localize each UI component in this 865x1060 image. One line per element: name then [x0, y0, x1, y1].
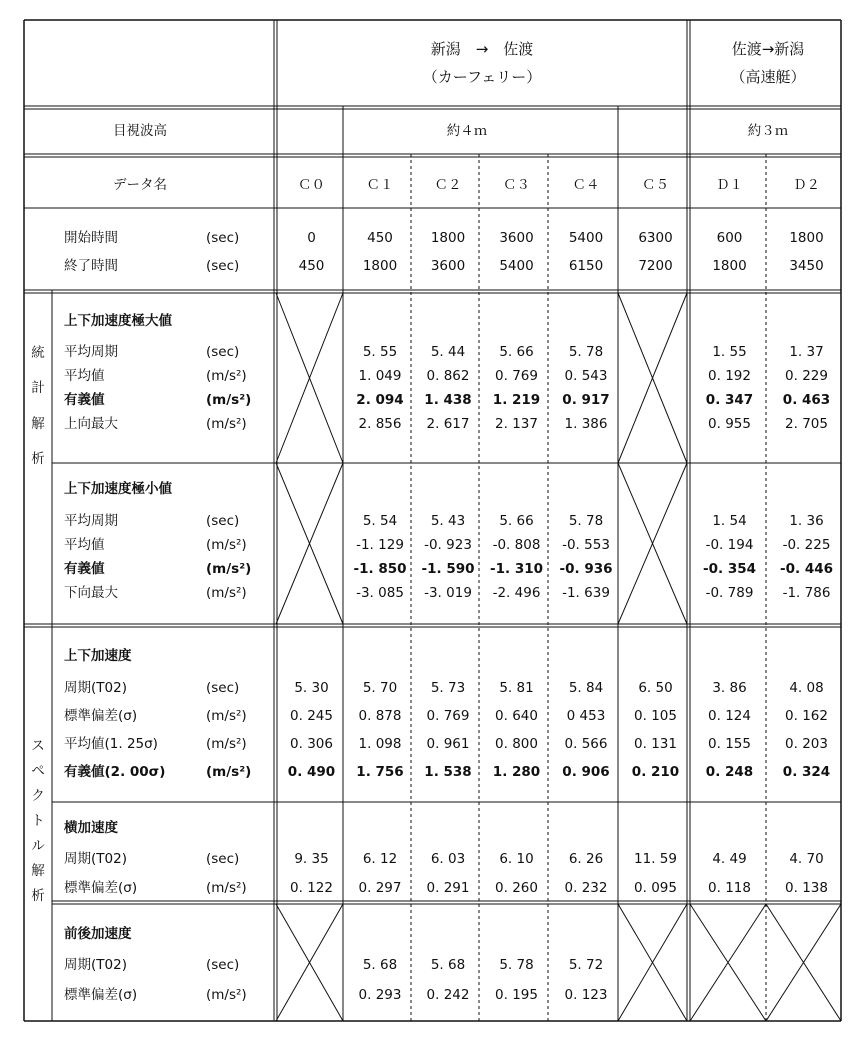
longitudinal-block-value: 5. 78 [499, 957, 534, 973]
vertical-block-value: 0. 203 [785, 736, 828, 752]
end-time-value: 6150 [568, 258, 604, 274]
min-block-value: -1. 590 [421, 561, 475, 577]
vertical-block-value: 4. 08 [789, 680, 824, 696]
column-header: Ｃ０ [298, 177, 325, 193]
max-block-value: 2. 617 [426, 416, 470, 432]
min-block-value: -0. 354 [702, 561, 757, 577]
max-block-title: 上下加速度極大値 [64, 313, 172, 329]
min-block-value: -0. 225 [782, 537, 831, 553]
vertical-block-value: 0. 306 [290, 736, 333, 752]
lateral-block-row-unit: (sec) [206, 851, 240, 867]
vertical-block-value: 5. 70 [362, 680, 398, 696]
lateral-block-value: 0. 095 [634, 880, 677, 896]
ferry-type: （カーフェリー） [422, 68, 542, 86]
vertical-block-row-label: 有義値(2. 00σ) [64, 764, 166, 780]
lateral-block-row-label: 周期(T02) [64, 851, 127, 867]
vertical-block-value: 0. 162 [785, 708, 828, 724]
lateral-block-value: 6. 12 [362, 851, 398, 867]
vertical-block-value: 0. 155 [708, 736, 751, 752]
vertical-block-value: 0. 210 [631, 764, 680, 780]
max-block-value: 1. 438 [424, 392, 472, 408]
max-block-value: 0. 917 [562, 392, 610, 408]
max-block-value: 5. 66 [499, 344, 534, 360]
lateral-block-value: 9. 35 [294, 851, 329, 867]
start-time-value: 6300 [638, 230, 673, 246]
min-block-row-unit: (m/s²) [206, 585, 247, 601]
highspeed-type: （高速艇） [730, 68, 806, 86]
vertical-block-value: 0. 566 [564, 736, 608, 752]
column-header: Ｃ３ [503, 177, 530, 193]
column-header: Ｃ１ [366, 177, 394, 193]
side-label-spectrum: ス [31, 738, 45, 754]
vertical-block-value: 0. 490 [287, 764, 336, 780]
column-header: Ｃ２ [434, 177, 462, 193]
min-block-value: -1. 850 [353, 561, 407, 577]
vertical-block-row-label: 標準偏差(σ) [64, 708, 138, 724]
max-block-row-label: 有義値 [64, 392, 105, 408]
max-block-row-unit: (m/s²) [206, 392, 252, 408]
vertical-block-value: 6. 50 [638, 680, 673, 696]
vertical-block-value: 0. 769 [426, 708, 470, 724]
longitudinal-block-title: 前後加速度 [64, 926, 132, 942]
start-time-value: 1800 [430, 230, 466, 246]
end-time-value: 1800 [712, 258, 747, 274]
min-block-value: -0. 923 [424, 537, 472, 553]
max-block-value: 2. 094 [356, 392, 404, 408]
start-time-value: 5400 [568, 230, 604, 246]
side-label-spectrum: 析 [31, 888, 45, 904]
vertical-block-value: 0. 245 [290, 708, 333, 724]
side-label-spectrum: ク [31, 788, 45, 804]
max-block-value: 2. 705 [785, 416, 828, 432]
min-block-value: -1. 129 [356, 537, 404, 553]
column-header: Ｄ２ [793, 177, 820, 193]
max-block-value: 5. 78 [568, 344, 604, 360]
lateral-block-row-unit: (m/s²) [206, 880, 247, 896]
max-block-value: 0. 862 [426, 368, 470, 384]
vertical-block-value: 3. 86 [712, 680, 747, 696]
max-block-row-unit: (m/s²) [206, 416, 247, 432]
min-block-row-label: 平均周期 [64, 513, 118, 529]
max-block-value: 0. 347 [705, 392, 754, 408]
column-header: Ｃ４ [572, 177, 600, 193]
longitudinal-block-value: 0. 195 [495, 987, 538, 1003]
max-block-value: 1. 37 [789, 344, 824, 360]
lateral-block-title: 横加速度 [64, 820, 118, 836]
longitudinal-block-value: 5. 68 [430, 957, 466, 973]
end-time-label: 終了時間 [64, 258, 118, 274]
vertical-block-value: 0. 878 [358, 708, 402, 724]
max-block-value: 1. 55 [712, 344, 747, 360]
min-block-value: 5. 54 [362, 513, 398, 529]
max-block-value: 1. 049 [358, 368, 402, 384]
max-block-value: 0. 543 [564, 368, 608, 384]
lateral-block-value: 6. 26 [568, 851, 604, 867]
min-block-value: 5. 78 [568, 513, 604, 529]
lateral-block-value: 0. 291 [426, 880, 470, 896]
max-block-row-label: 平均値 [64, 368, 105, 384]
lateral-block-value: 11. 59 [634, 851, 677, 867]
column-header: Ｄ１ [716, 177, 743, 193]
min-block-value: -3. 085 [356, 585, 404, 601]
vertical-block-value: 5. 84 [568, 680, 604, 696]
end-time-value: 5400 [499, 258, 534, 274]
vertical-block-row-label: 平均値(1. 25σ) [64, 736, 158, 752]
longitudinal-block-value: 5. 72 [568, 957, 604, 973]
max-block-value: 2. 856 [358, 416, 402, 432]
min-block-row-label: 下向最大 [64, 585, 118, 601]
min-block-value: 1. 36 [789, 513, 824, 529]
lateral-block-row-label: 標準偏差(σ) [64, 880, 138, 896]
route-ferry: 新潟 → 佐渡 [430, 40, 534, 58]
min-block-value: -0. 194 [705, 537, 754, 553]
max-block-row-label: 平均周期 [64, 344, 118, 360]
side-label-spectrum: 解 [31, 863, 45, 879]
vertical-block-row-label: 周期(T02) [64, 680, 127, 696]
side-label-statistics: 解 [31, 416, 45, 432]
side-label-spectrum: ト [31, 813, 45, 829]
side-label-statistics: 計 [31, 380, 45, 396]
vertical-block-row-unit: (sec) [206, 680, 240, 696]
start-time-value: 600 [716, 230, 743, 246]
lateral-block-value: 4. 49 [712, 851, 747, 867]
end-time-value: 7200 [638, 258, 673, 274]
wave-height-highspeed: 約３ｍ [747, 123, 789, 139]
side-label-spectrum: ル [31, 838, 45, 854]
vertical-block-value: 0. 800 [495, 736, 538, 752]
vertical-block-value: 0. 324 [782, 764, 831, 780]
vertical-block-row-unit: (m/s²) [206, 708, 247, 724]
max-block-row-unit: (sec) [206, 344, 240, 360]
min-block-value: 5. 66 [499, 513, 534, 529]
min-block-value: -3. 019 [424, 585, 472, 601]
min-block-value: -0. 553 [562, 537, 610, 553]
side-label-spectrum: ペ [31, 763, 45, 779]
longitudinal-block-row-label: 周期(T02) [64, 957, 127, 973]
longitudinal-block-value: 0. 242 [426, 987, 470, 1003]
start-time-unit: (sec) [206, 230, 240, 246]
vertical-block-value: 0. 105 [634, 708, 677, 724]
vertical-block-value: 1. 756 [356, 764, 404, 780]
max-block-value: 0. 192 [708, 368, 751, 384]
lateral-block-value: 6. 10 [499, 851, 534, 867]
vertical-block-value: 5. 81 [499, 680, 534, 696]
vertical-block-value: 1. 538 [424, 764, 472, 780]
max-block-value: 5. 55 [362, 344, 398, 360]
vertical-block-value: 0. 124 [708, 708, 751, 724]
side-label-statistics: 統 [31, 345, 45, 361]
vertical-block-value: 0. 131 [634, 736, 677, 752]
min-block-value: -2. 496 [492, 585, 541, 601]
min-block-row-unit: (sec) [206, 513, 240, 529]
column-header: Ｃ５ [642, 177, 669, 193]
lateral-block-value: 0. 297 [358, 880, 402, 896]
route-highspeed: 佐渡→新潟 [731, 40, 805, 58]
end-time-value: 3450 [789, 258, 824, 274]
vertical-block-value: 0. 906 [562, 764, 610, 780]
max-block-row-label: 上向最大 [64, 416, 118, 432]
longitudinal-block-value: 5. 68 [362, 957, 398, 973]
max-block-value: 2. 137 [495, 416, 538, 432]
lateral-block-value: 0. 232 [564, 880, 608, 896]
min-block-row-label: 有義値 [64, 561, 105, 577]
min-block-value: -0. 936 [559, 561, 613, 577]
min-block-value: 5. 43 [430, 513, 466, 529]
max-block-row-unit: (m/s²) [206, 368, 247, 384]
end-time-value: 450 [298, 258, 325, 274]
start-time-value: 1800 [789, 230, 824, 246]
vertical-block-value: 1. 098 [358, 736, 402, 752]
lateral-block-value: 6. 03 [430, 851, 466, 867]
start-time-value: 0 [307, 230, 316, 246]
lateral-block-value: 4. 70 [789, 851, 824, 867]
min-block-value: -1. 639 [562, 585, 610, 601]
lateral-block-value: 0. 118 [708, 880, 751, 896]
wave-height-label: 目視波高 [113, 123, 167, 139]
longitudinal-block-row-unit: (m/s²) [206, 987, 247, 1003]
lateral-block-value: 0. 138 [785, 880, 828, 896]
start-time-label: 開始時間 [64, 230, 118, 246]
vertical-block-value: 5. 73 [430, 680, 466, 696]
min-block-value: -0. 789 [705, 585, 754, 601]
end-time-value: 1800 [362, 258, 398, 274]
vertical-block-value: 0. 248 [705, 764, 754, 780]
vertical-block-title: 上下加速度 [64, 648, 132, 664]
vertical-block-value: 5. 30 [294, 680, 329, 696]
min-block-value: -1. 786 [782, 585, 831, 601]
longitudinal-block-row-unit: (sec) [206, 957, 240, 973]
longitudinal-block-value: 0. 123 [564, 987, 608, 1003]
end-time-unit: (sec) [206, 258, 240, 274]
min-block-title: 上下加速度極小値 [64, 481, 172, 497]
vertical-block-value: 0 453 [566, 708, 606, 724]
longitudinal-block-row-label: 標準偏差(σ) [64, 987, 138, 1003]
max-block-value: 0. 463 [782, 392, 831, 408]
max-block-value: 0. 229 [785, 368, 828, 384]
max-block-value: 0. 955 [708, 416, 751, 432]
end-time-value: 3600 [430, 258, 466, 274]
max-block-value: 5. 44 [430, 344, 466, 360]
vertical-block-value: 0. 640 [495, 708, 538, 724]
min-block-row-unit: (m/s²) [206, 537, 247, 553]
max-block-value: 1. 386 [564, 416, 608, 432]
vertical-block-row-unit: (m/s²) [206, 764, 252, 780]
vertical-block-value: 1. 280 [492, 764, 541, 780]
start-time-value: 450 [367, 230, 393, 246]
side-label-statistics: 析 [31, 451, 45, 467]
min-block-value: 1. 54 [712, 513, 747, 529]
longitudinal-block-value: 0. 293 [358, 987, 402, 1003]
vertical-block-row-unit: (m/s²) [206, 736, 247, 752]
max-block-value: 0. 769 [495, 368, 538, 384]
start-time-value: 3600 [499, 230, 534, 246]
min-block-value: -0. 446 [779, 561, 834, 577]
lateral-block-value: 0. 260 [495, 880, 538, 896]
min-block-value: -1. 310 [489, 561, 544, 577]
lateral-block-value: 0. 122 [290, 880, 333, 896]
min-block-row-label: 平均値 [64, 537, 105, 553]
vertical-block-value: 0. 961 [426, 736, 470, 752]
wave-height-ferry: 約４ｍ [446, 123, 488, 139]
min-block-row-unit: (m/s²) [206, 561, 252, 577]
min-block-value: -0. 808 [492, 537, 541, 553]
data-name-label: データ名 [113, 177, 167, 193]
max-block-value: 1. 219 [492, 392, 541, 408]
